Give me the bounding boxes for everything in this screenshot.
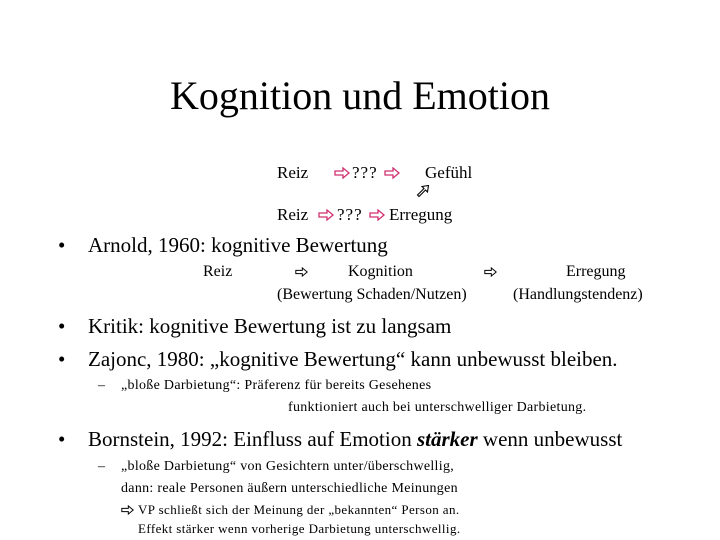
chain-erregung-sub: (Handlungstendenz) xyxy=(513,286,643,303)
bullet-text-before: Bornstein, 1992: Einfluss auf Emotion xyxy=(88,427,412,451)
bornstein-note-line2: Effekt stärker wenn vorherige Darbietung unterschwellig. xyxy=(138,521,461,536)
bullet-text: Zajonc, 1980: „kognitive Bewertung“ kann unbewusst bleiben. xyxy=(88,347,618,371)
bullet-marker: • xyxy=(58,347,66,371)
schema-row1-gefuehl: Gefühl xyxy=(425,163,473,182)
diagonal-arrow-icon xyxy=(416,184,430,198)
bullet-bornstein xyxy=(58,427,623,452)
zajonc-sub-line1: „bloße Darbietung“: Präferenz für bereits Gesehenes xyxy=(121,378,432,393)
slide-title: Kognition und Emotion xyxy=(170,73,550,118)
schema-row1-reiz: Reiz xyxy=(277,163,309,182)
bullet-marker: • xyxy=(58,233,66,257)
bullet-marker: • xyxy=(58,427,66,451)
zajonc-sub-line2: funktioniert auch bei unterschwelliger Darbietung. xyxy=(288,400,587,415)
schema-row1-unknown: ??? xyxy=(352,163,378,182)
right-arrow-icon xyxy=(384,167,400,179)
schema-row2-unknown: ??? xyxy=(337,205,363,224)
bullet-text-after: wenn unbewusst xyxy=(482,427,623,451)
bornstein-sub-line2: dann: reale Personen äußern unterschiedliche Meinungen xyxy=(121,481,458,496)
chain-kognition-sub: (Bewertung Schaden/Nutzen) xyxy=(277,286,467,303)
sub-bullet-dash: – xyxy=(98,378,106,393)
chain-kognition: Kognition xyxy=(348,263,413,280)
right-arrow-icon xyxy=(334,167,350,179)
bullet-text-emphasis: stärker xyxy=(416,427,478,451)
bullet-kritik xyxy=(58,314,452,339)
right-arrow-icon xyxy=(318,209,334,221)
bullet-text: Kritik: kognitive Bewertung ist zu langsam xyxy=(88,314,452,338)
bullet-zajonc xyxy=(58,347,618,372)
right-arrow-icon xyxy=(121,505,134,515)
chain-erregung: Erregung xyxy=(566,263,626,280)
bullet-arnold xyxy=(58,233,388,258)
right-arrow-icon xyxy=(295,267,308,277)
schema-row2-reiz: Reiz xyxy=(277,205,309,224)
bornstein-note-line1: VP schließt sich der Meinung der „bekannten“ Person an. xyxy=(138,502,460,517)
bullet-text: Arnold, 1960: kognitive Bewertung xyxy=(88,233,388,257)
sub-bullet-dash: – xyxy=(98,459,106,474)
right-arrow-icon xyxy=(484,267,497,277)
chain-reiz: Reiz xyxy=(203,263,233,280)
bornstein-sub-line1: „bloße Darbietung“ von Gesichtern unter/überschwellig, xyxy=(121,459,455,474)
bullet-marker: • xyxy=(58,314,66,338)
schema-row2-erregung: Erregung xyxy=(389,205,453,224)
right-arrow-icon xyxy=(369,209,385,221)
